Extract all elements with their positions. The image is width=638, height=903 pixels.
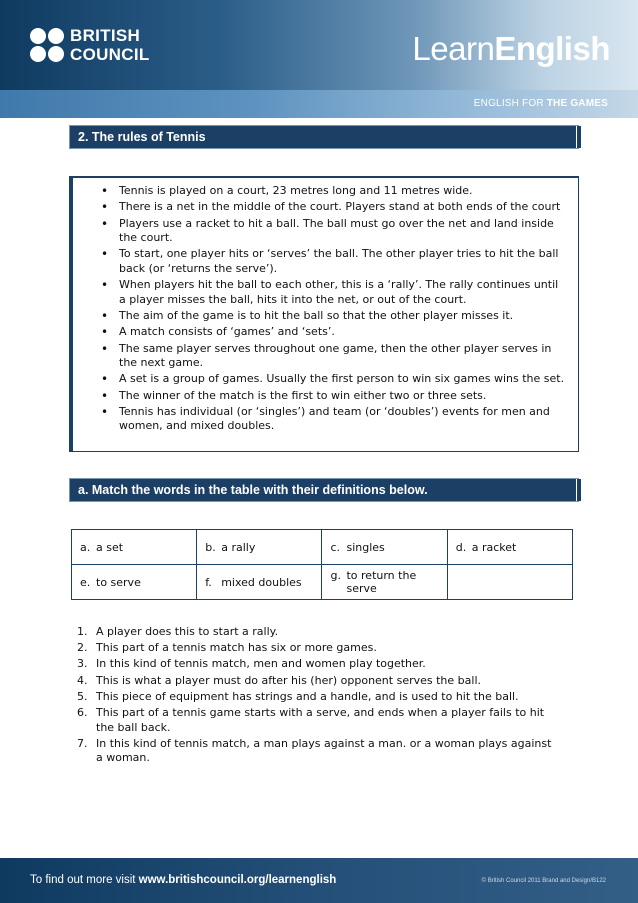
rules-list <box>99 184 567 436</box>
rule-item: • There is a net in the middle of the court. Players stand at both ends of the court <box>99 200 567 215</box>
definition-number: 4. <box>77 673 88 687</box>
cell-word: singles <box>346 540 385 554</box>
rule-item: • Tennis is played on a court, 23 metres long and 11 metres wide. <box>99 184 567 199</box>
rules-box <box>69 176 579 452</box>
rule-item: • The aim of the game is to hit the ball so that the other player misses it. <box>99 309 567 324</box>
definition-item <box>77 657 557 672</box>
definition-text: A player does this to start a rally. <box>96 625 279 638</box>
cell-word: mixed doubles <box>221 575 302 589</box>
table-cell <box>72 530 197 565</box>
definition-text: In this kind of tennis match, men and women play together. <box>96 657 426 671</box>
definition-item <box>77 625 557 640</box>
section-rules-title: 2. The rules of Tennis <box>70 126 576 148</box>
cell-word: a racket <box>471 540 517 554</box>
definition-number: 6. <box>77 705 88 719</box>
rule-item: • To start, one player hits or ‘serves’ the ball. The other player tries to hit the ball back (or ‘returns the serve’). <box>99 247 567 276</box>
rule-item: • When players hit the ball to each other, this is a ‘rally’. The rally continues until a player misses the ball, hits it into the net, or out of the court. <box>99 278 567 307</box>
cell-word: to serve <box>96 575 141 589</box>
footer-text: To find out more visit www.britishcouncil.org/learnenglish <box>30 874 337 886</box>
table-cell <box>322 530 447 565</box>
definition-text: In this kind of tennis match, a man plays against a man. or a woman plays against a woman. <box>96 736 552 765</box>
table-cell <box>322 565 447 600</box>
cell-word: to return the serve <box>346 569 417 595</box>
definition-item <box>77 641 557 656</box>
cell-letter: a. <box>80 540 91 554</box>
section-match-heading <box>69 478 579 502</box>
definition-item <box>77 706 557 735</box>
cell-letter: b. <box>205 540 216 554</box>
definition-number: 5. <box>77 689 88 703</box>
cell-letter: c. <box>330 540 341 554</box>
cell-letter: f. <box>205 575 212 589</box>
definition-item <box>77 674 557 689</box>
match-table <box>71 529 573 600</box>
definitions-list <box>77 625 557 768</box>
table-cell <box>447 565 572 600</box>
definition-number: 3. <box>77 657 88 671</box>
footer-copyright: © British Council 2011 Brand and Design/B122 <box>481 878 606 884</box>
section-match-title: a. Match the words in the table with their definitions below. <box>70 479 576 501</box>
page-footer <box>0 858 638 903</box>
section-rules-heading <box>69 125 579 149</box>
rule-item: • Players use a racket to hit a ball. The ball must go over the net and land inside the court. <box>99 217 567 246</box>
definition-item <box>77 690 557 705</box>
definition-number: 7. <box>77 736 88 750</box>
cell-letter: g. <box>330 569 341 582</box>
definition-number: 1. <box>77 625 88 638</box>
rule-item: • The winner of the match is the first to win either two or three sets. <box>99 389 567 404</box>
definition-text: This is what a player must do after his (her) opponent serves the ball. <box>96 673 481 687</box>
cell-letter: d. <box>455 540 467 554</box>
logo-dots-icon <box>30 28 66 64</box>
cell-word: a rally <box>221 540 256 554</box>
rule-item: • Tennis has individual (or ‘singles’) and team (or ‘doubles’) events for men and women, and mixed doubles. <box>99 405 567 434</box>
rule-item: • A set is a group of games. Usually the first person to win six games wins the set. <box>99 372 567 387</box>
british-council-logo <box>30 26 170 66</box>
definition-text: This piece of equipment has strings and a handle, and is used to hit the ball. <box>96 689 519 703</box>
cell-letter: e. <box>80 575 91 589</box>
rule-item: • A match consists of ‘games’ and ‘sets’. <box>99 325 567 340</box>
table-cell <box>197 530 322 565</box>
definition-item <box>77 737 557 766</box>
page-header <box>0 0 638 118</box>
definition-number: 2. <box>77 641 88 655</box>
cell-word: a set <box>96 540 124 554</box>
footer-url-link[interactable]: www.britishcouncil.org/learnenglish <box>138 874 337 886</box>
table-cell <box>197 565 322 600</box>
learnenglish-brand: LearnEnglish <box>412 30 610 67</box>
definition-text: This part of a tennis match has six or more games. <box>96 641 377 655</box>
logo-text: BRITISH COUNCIL <box>70 26 150 64</box>
table-row <box>72 530 573 565</box>
table-cell <box>72 565 197 600</box>
tagline: ENGLISH FOR THE GAMES <box>473 98 608 109</box>
rule-item: • The same player serves throughout one game, then the other player serves in the next game. <box>99 342 567 371</box>
table-cell <box>447 530 572 565</box>
table-row <box>72 565 573 600</box>
definition-text: This part of a tennis game starts with a serve, and ends when a player fails to hit the ball back. <box>96 705 545 734</box>
